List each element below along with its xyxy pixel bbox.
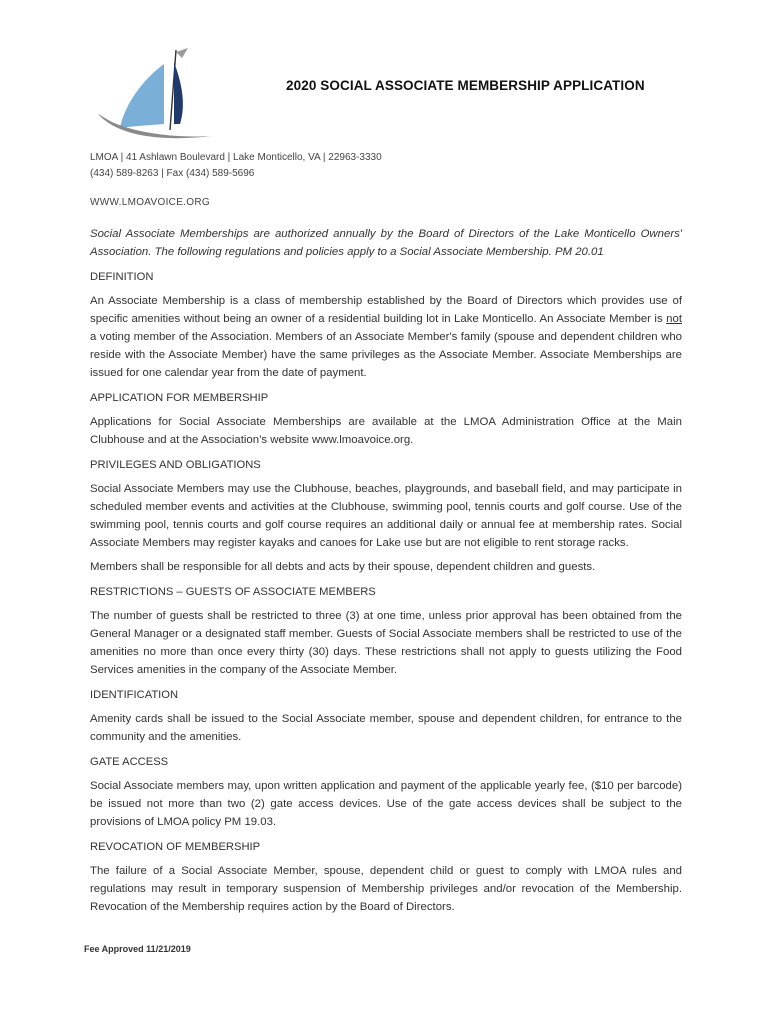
revocation-heading: REVOCATION OF MEMBERSHIP — [90, 841, 261, 853]
identification-paragraph: Amenity cards shall be issued to the Social Associate member, spouse and dependent children, for entrance to the community and the amenities. — [90, 713, 682, 743]
intro-paragraph: Social Associate Memberships are authorized annually by the Board of Directors of the Lake Monticello Owners' Association. The following regulations and policies apply to a Social Associate Membership. PM 20.01 — [90, 228, 682, 258]
definition-text-end: a voting member of the Association. Members of an Associate Member's family (spouse and dependent children who reside with the Associate Member) have the same privileges as the Associate Member. Associate Memberships are issued for one calendar year from the date of payment. — [90, 331, 682, 379]
phone-fax-line: (434) 589-8263 | Fax (434) 589-5696 — [90, 168, 255, 179]
definition-text-start: An Associate Membership is a class of membership established by the Board of Directors which provides use of specific amenities without being an owner of a residential building lot in Lake Monticello. An Associate Member is — [90, 295, 682, 325]
application-paragraph: Applications for Social Associate Memberships are available at the LMOA Administration Office at the Main Clubhouse and at the Association’s website www.lmoavoice.org. — [90, 416, 682, 446]
gate-access-heading: GATE ACCESS — [90, 756, 169, 768]
flag-shape — [176, 48, 188, 58]
definition-underlined-not: not — [666, 313, 682, 325]
revocation-paragraph: The failure of a Social Associate Member, spouse, dependent child or guest to comply with LMOA rules and regulations may result in temporary suspension of Membership privileges and/or revocation of the Membership. Revocation of the Membership requires action by the Board of Directors. — [90, 865, 682, 913]
navy-sail-shape — [174, 62, 183, 124]
identification-heading: IDENTIFICATION — [90, 689, 179, 701]
privileges-paragraph: Social Associate Members may use the Clubhouse, beaches, playgrounds, and baseball field, and may participate in scheduled member events and activities at the Clubhouse, swimming pool, tennis courts and golf course. Use of the swimming pool, tennis courts and golf course requires an additional daily or annual fee at membership rates. Social Associate Members may register kayaks and canoes for Lake use but are not eligible to rent storage racks. — [90, 483, 682, 549]
definition-paragraph — [90, 292, 682, 382]
address-line: LMOA | 41 Ashlawn Boulevard | Lake Monticello, VA | 22963-3330 — [90, 152, 382, 163]
restrictions-paragraph: The number of guests shall be restricted to three (3) at one time, unless prior approval has been obtained from the General Manager or a designated staff member. Guests of Social Associate members shall be restricted to use of the amenities no more than once every thirty (30) days. These restrictions shall not apply to guests utilizing the Food Services amenities in the company of the Associate Member. — [90, 610, 682, 676]
lmoa-sailboat-logo — [90, 44, 218, 144]
obligations-paragraph: Members shall be responsible for all debts and acts by their spouse, dependent children and guests. — [90, 561, 596, 573]
website-link[interactable]: WWW.LMOAVOICE.ORG — [90, 197, 210, 208]
blue-sail-shape — [120, 64, 164, 128]
document-title: 2020 SOCIAL ASSOCIATE MEMBERSHIP APPLICATION — [286, 78, 645, 93]
application-heading: APPLICATION FOR MEMBERSHIP — [90, 392, 269, 404]
definition-heading: DEFINITION — [90, 271, 154, 283]
fee-approved-note: Fee Approved 11/21/2019 — [84, 944, 191, 954]
document-body — [90, 150, 682, 916]
restrictions-heading: RESTRICTIONS – GUESTS OF ASSOCIATE MEMBERS — [90, 586, 376, 598]
gate-access-paragraph: Social Associate members may, upon written application and payment of the applicable yearly fee, ($10 per barcode) be issued not more than two (2) gate access devices. Use of the gate access devices shall be subject to the provisions of LMOA policy PM 19.03. — [90, 780, 682, 828]
privileges-heading: PRIVILEGES AND OBLIGATIONS — [90, 459, 261, 471]
sailboat-icon — [90, 44, 218, 144]
